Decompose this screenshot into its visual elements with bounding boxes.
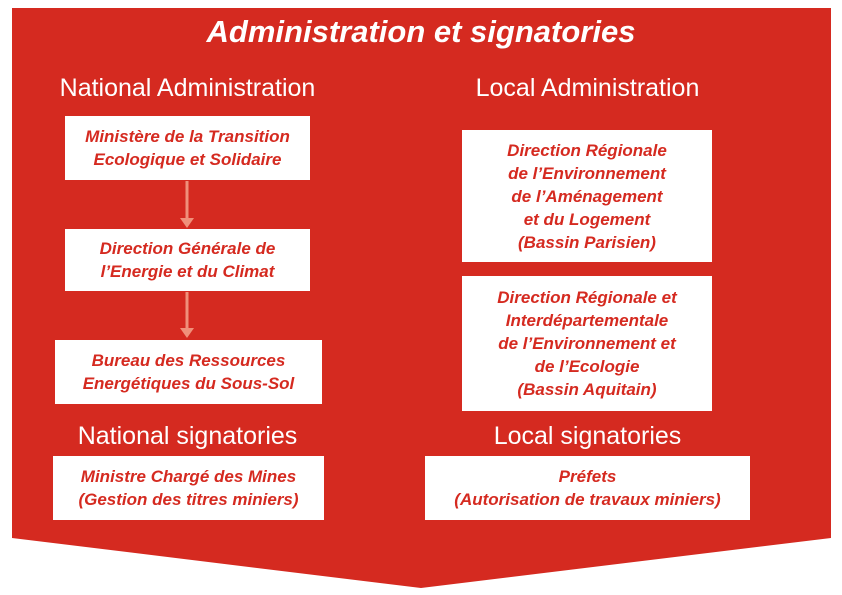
box-line: Direction Générale de: [99, 239, 276, 258]
box-line: (Bassin Aquitain): [517, 380, 657, 399]
box-line: Direction Régionale: [507, 140, 667, 160]
box-line: Direction Régionale et: [497, 288, 677, 307]
local-signatories-heading: Local signatories: [493, 422, 682, 450]
prefets-box: [425, 456, 750, 520]
local-administration-heading: Local Administration: [475, 74, 700, 102]
dreal-bassin-aquitain-box: [462, 276, 712, 411]
box-line: (Gestion des titres miniers): [78, 490, 299, 509]
box-line: (Bassin Parisien): [518, 232, 656, 252]
national-administration-heading: National Administration: [59, 74, 316, 102]
box-line: Préfets: [558, 467, 617, 486]
box-line: de l’Environnement: [508, 163, 666, 183]
box-line: Energétiques du Sous-Sol: [82, 374, 295, 393]
box-line: Bureau des Ressources: [91, 351, 286, 370]
dreal-bassin-parisien-box: [462, 130, 712, 262]
page-title: Administration et signatories: [206, 14, 636, 49]
bureau-ressources-box: [55, 340, 322, 404]
ministere-box: [65, 116, 310, 180]
box-line: Ministère de la Transition: [85, 127, 290, 146]
box-line: Interdépartementale: [505, 311, 669, 330]
box-line: de l’Ecologie: [534, 357, 640, 376]
box-line: de l’Aménagement: [511, 186, 663, 206]
direction-generale-box: [65, 229, 310, 291]
box-line: et du Logement: [523, 209, 651, 229]
ministre-mines-box: [53, 456, 324, 520]
box-line: l’Energie et du Climat: [100, 262, 275, 281]
box-line: de l’Environnement et: [498, 334, 676, 353]
box-line: Ministre Chargé des Mines: [80, 467, 297, 486]
box-line: (Autorisation de travaux miniers): [454, 490, 721, 509]
box-line: Ecologique et Solidaire: [93, 150, 282, 169]
national-signatories-heading: National signatories: [77, 422, 298, 450]
